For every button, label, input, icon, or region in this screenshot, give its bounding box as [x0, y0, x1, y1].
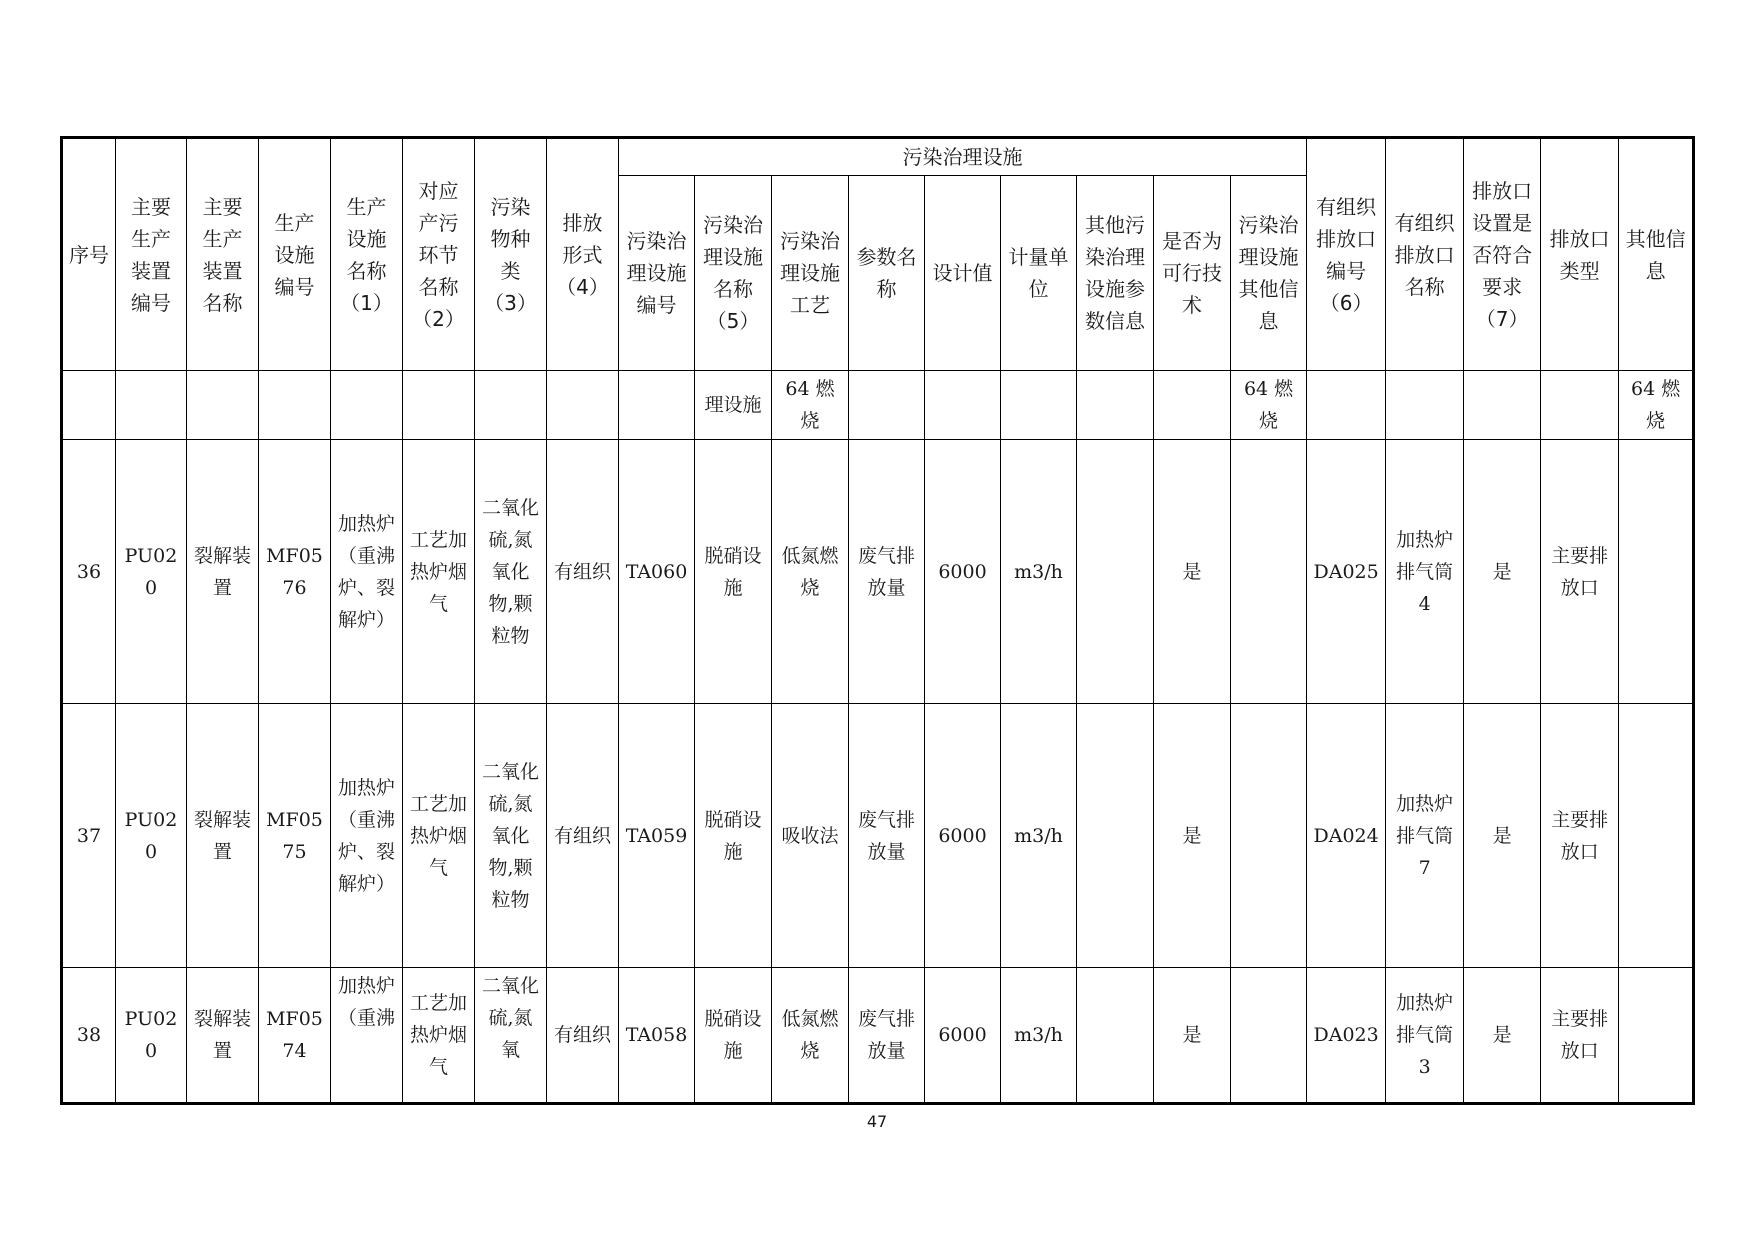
table-cell-outlet-code: DA024: [1307, 704, 1386, 968]
table-cell-param-name: 废气排放量: [849, 968, 925, 1104]
page-number: 47: [866, 1112, 888, 1131]
table-cell-facility-name: 加热炉（重沸炉、裂解炉）: [331, 440, 403, 704]
table-cell: [619, 371, 695, 440]
table-cell-emission-form: 有组织: [547, 704, 619, 968]
table-row: [62, 704, 1694, 968]
table-cell-treatment-other-param: [1077, 704, 1154, 968]
table-cell-treatment-code: TA058: [619, 968, 695, 1104]
header-unit-measure: 计量单位: [1001, 176, 1077, 371]
table-cell-facility-name: 加热炉（重沸炉、裂解炉）: [331, 704, 403, 968]
table-cell-outlet-compliant: 是: [1464, 968, 1541, 1104]
table-cell-outlet-code: DA023: [1307, 968, 1386, 1104]
table-cell-treatment-code: TA059: [619, 704, 695, 968]
table-cell-link: 工艺加热炉烟气: [403, 968, 475, 1104]
table-cell-feasible: 是: [1154, 968, 1231, 1104]
table-cell: [1001, 371, 1077, 440]
table-cell-other-info: [1619, 968, 1694, 1104]
table-cell: [62, 371, 116, 440]
table-cell-unit-name: 裂解装置: [187, 440, 259, 704]
table-cell-treatment-other-info: [1231, 704, 1307, 968]
continuation-row: [62, 371, 1694, 440]
table-cell-treatment-process: 低氮燃烧: [772, 440, 849, 704]
table-cell-seq: 36: [62, 440, 116, 704]
header-outlet-name: 有组织排放口名称: [1386, 138, 1464, 371]
header-treatment-process: 污染治理设施工艺: [772, 176, 849, 371]
table-cell: [331, 371, 403, 440]
table-cell-link: 工艺加热炉烟气: [403, 440, 475, 704]
table-cell-pollutant: 二氧化硫,氮氧化物,颗粒物: [475, 440, 547, 704]
table-cell-treatment-code: TA060: [619, 440, 695, 704]
table-cell: [547, 371, 619, 440]
table-cell-treatment-other-info: [1231, 968, 1307, 1104]
table-cell-pollutant: 二氧化硫,氮氧: [475, 968, 547, 1104]
table-cell-seq: 38: [62, 968, 116, 1104]
header-feasible: 是否为可行技术: [1154, 176, 1231, 371]
table-cell-facility-code: MF0575: [259, 704, 331, 968]
table-cell-design-value: 6000: [925, 968, 1001, 1104]
header-treatment-code: 污染治理设施编号: [619, 176, 695, 371]
table-cell-outlet-compliant: 是: [1464, 440, 1541, 704]
table-cell-outlet-name: 加热炉排气筒7: [1386, 704, 1464, 968]
header-design-value: 设计值: [925, 176, 1001, 371]
table-cell-treatment-name: 脱硝设施: [695, 704, 772, 968]
table-cell-unit-code: PU020: [116, 704, 187, 968]
emission-table-sheet: [60, 136, 1692, 1095]
table-cell: 理设施: [695, 371, 772, 440]
table-cell-param-name: 废气排放量: [849, 704, 925, 968]
table-cell-other-info: [1619, 440, 1694, 704]
table-cell: [1154, 371, 1231, 440]
table-cell-outlet-name: 加热炉排气筒4: [1386, 440, 1464, 704]
emission-table: [60, 136, 1695, 1105]
table-cell: [1386, 371, 1464, 440]
table-cell-treatment-name: 脱硝设施: [695, 968, 772, 1104]
header-outlet-code: 有组织排放口编号（6）: [1307, 138, 1386, 371]
table-row: [62, 968, 1694, 1104]
table-cell-outlet-compliant: 是: [1464, 704, 1541, 968]
table-cell-unit-measure: m3/h: [1001, 440, 1077, 704]
table-cell-outlet-type: 主要排放口: [1541, 968, 1619, 1104]
table-cell-treatment-other-param: [1077, 440, 1154, 704]
table-cell: 64 燃烧: [1619, 371, 1694, 440]
table-cell-unit-code: PU020: [116, 968, 187, 1104]
table-cell: [1464, 371, 1541, 440]
table-cell: [1077, 371, 1154, 440]
header-unit-name: 主要生产装置名称: [187, 138, 259, 371]
table-cell-treatment-name: 脱硝设施: [695, 440, 772, 704]
table-cell-treatment-other-info: [1231, 440, 1307, 704]
table-cell-treatment-process: 吸收法: [772, 704, 849, 968]
header-treatment-other-info: 污染治理设施其他信息: [1231, 176, 1307, 371]
table-cell-unit-name: 裂解装置: [187, 968, 259, 1104]
table-cell-outlet-type: 主要排放口: [1541, 440, 1619, 704]
table-cell-link: 工艺加热炉烟气: [403, 704, 475, 968]
table-cell: [475, 371, 547, 440]
table-cell-emission-form: 有组织: [547, 440, 619, 704]
table-cell-facility-name: 加热炉（重沸: [331, 968, 403, 1104]
table-cell: [1307, 371, 1386, 440]
header-seq: 序号: [62, 138, 116, 371]
table-cell: [116, 371, 187, 440]
table-cell-design-value: 6000: [925, 704, 1001, 968]
table-cell: [259, 371, 331, 440]
table-cell: [187, 371, 259, 440]
header-link: 对应产污环节名称（2）: [403, 138, 475, 371]
table-cell-treatment-process: 低氮燃烧: [772, 968, 849, 1104]
table-cell-outlet-type: 主要排放口: [1541, 704, 1619, 968]
header-facility-code: 生产设施编号: [259, 138, 331, 371]
table-cell-unit-code: PU020: [116, 440, 187, 704]
header-outlet-type: 排放口类型: [1541, 138, 1619, 371]
table-cell: [925, 371, 1001, 440]
table-cell: [849, 371, 925, 440]
table-cell-pollutant: 二氧化硫,氮氧化物,颗粒物: [475, 704, 547, 968]
table-cell-feasible: 是: [1154, 440, 1231, 704]
table-cell-outlet-code: DA025: [1307, 440, 1386, 704]
header-treatment-group: 污染治理设施: [619, 138, 1307, 176]
table-cell-unit-measure: m3/h: [1001, 704, 1077, 968]
table-cell-emission-form: 有组织: [547, 968, 619, 1104]
table-cell: [1541, 371, 1619, 440]
header-treatment-name: 污染治理设施名称（5）: [695, 176, 772, 371]
table-row: [62, 440, 1694, 704]
header-outlet-compliant: 排放口设置是否符合要求（7）: [1464, 138, 1541, 371]
table-cell-other-info: [1619, 704, 1694, 968]
header-pollutant: 污染物种类（3）: [475, 138, 547, 371]
header-emission-form: 排放形式（4）: [547, 138, 619, 371]
table-cell-facility-code: MF0574: [259, 968, 331, 1104]
header-param-name: 参数名称: [849, 176, 925, 371]
table-cell-param-name: 废气排放量: [849, 440, 925, 704]
header-facility-name: 生产设施名称（1）: [331, 138, 403, 371]
table-cell: [403, 371, 475, 440]
table-cell-design-value: 6000: [925, 440, 1001, 704]
table-cell-unit-measure: m3/h: [1001, 968, 1077, 1104]
table-cell: 64 燃烧: [1231, 371, 1307, 440]
table-cell-treatment-other-param: [1077, 968, 1154, 1104]
header-unit-code: 主要生产装置编号: [116, 138, 187, 371]
table-cell: 64 燃烧: [772, 371, 849, 440]
table-cell-facility-code: MF0576: [259, 440, 331, 704]
table-cell-feasible: 是: [1154, 704, 1231, 968]
table-cell-seq: 37: [62, 704, 116, 968]
header-treatment-other-param: 其他污染治理设施参数信息: [1077, 176, 1154, 371]
header-other-info: 其他信息: [1619, 138, 1694, 371]
table-cell-outlet-name: 加热炉排气筒3: [1386, 968, 1464, 1104]
table-cell-unit-name: 裂解装置: [187, 704, 259, 968]
